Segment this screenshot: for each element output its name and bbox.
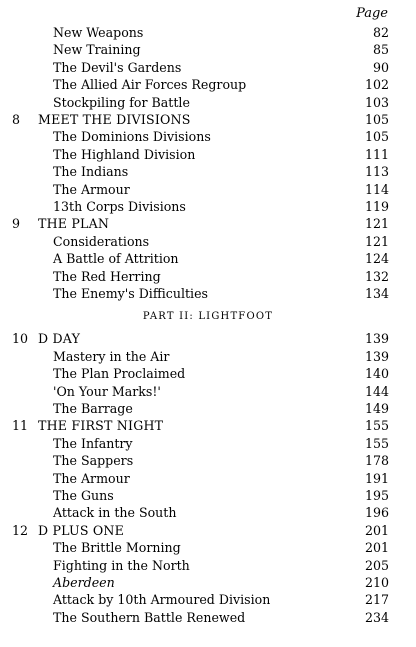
section-title: The Plan Proclaimed <box>53 366 186 382</box>
section-row <box>0 285 416 302</box>
section-row <box>0 76 416 93</box>
section-row <box>0 435 416 452</box>
page-number: 105 <box>364 129 389 145</box>
section-row <box>0 128 416 145</box>
section-title: The Enemy's Difficulties <box>53 286 209 301</box>
page-number: 178 <box>364 453 389 469</box>
page-number: 139 <box>364 331 389 347</box>
section-row <box>0 146 416 163</box>
page-number: 201 <box>364 540 389 556</box>
page-number: 119 <box>364 199 389 214</box>
section-row <box>0 181 416 198</box>
section-title: 13th Corps Divisions <box>53 199 186 214</box>
page-number: 155 <box>364 418 389 434</box>
section-row <box>0 250 416 267</box>
page-number: 113 <box>364 164 389 180</box>
page-number: 210 <box>364 575 389 590</box>
page-number: 111 <box>364 146 389 162</box>
section-title: The Highland Division <box>53 146 196 162</box>
section-row <box>0 94 416 111</box>
section-row <box>0 591 416 608</box>
page-number: 195 <box>364 488 389 503</box>
page-number: 105 <box>364 112 389 127</box>
page-number: 85 <box>372 42 389 58</box>
section-row <box>0 41 416 58</box>
chapter-row <box>0 111 416 128</box>
page-number: 217 <box>364 592 389 608</box>
section-title: The Allied Air Forces Regroup <box>53 77 247 93</box>
section-row <box>0 383 416 400</box>
chapter-title: THE PLAN <box>38 216 110 232</box>
section-row <box>0 609 416 626</box>
page-number: 132 <box>364 268 389 284</box>
section-title: The Red Herring <box>53 268 161 284</box>
page-number: 124 <box>364 251 389 267</box>
page-number: 196 <box>364 505 389 521</box>
section-title: 'On Your Marks!' <box>53 383 161 399</box>
section-title: Considerations <box>53 233 150 249</box>
section-row <box>0 365 416 382</box>
chapter-number: 10 <box>12 331 29 347</box>
page-number: 234 <box>364 609 389 625</box>
section-title: The Southern Battle Renewed <box>53 609 246 625</box>
chapter-row <box>0 330 416 347</box>
section-row <box>0 470 416 487</box>
section-row <box>0 574 416 591</box>
chapter-number: 11 <box>12 418 29 434</box>
chapter-title: D DAY <box>38 331 81 347</box>
chapter-row <box>0 522 416 539</box>
page-number: 140 <box>364 366 389 382</box>
section-row <box>0 487 416 504</box>
page-number: 121 <box>364 216 389 232</box>
section-title: The Sappers <box>53 453 134 469</box>
section-title: The Guns <box>53 488 114 503</box>
page-number: 82 <box>372 25 389 40</box>
section-title: New Weapons <box>53 25 144 40</box>
section-title: The Infantry <box>53 435 133 451</box>
section-row <box>0 163 416 180</box>
chapter-number: 12 <box>12 522 29 538</box>
section-title: The Armour <box>53 470 130 486</box>
section-title: The Dominions Divisions <box>53 129 211 145</box>
page-number: 102 <box>364 77 389 93</box>
section-row <box>0 198 416 215</box>
page-number: 90 <box>372 59 389 75</box>
section-row <box>0 24 416 41</box>
chapter-row <box>0 215 416 232</box>
chapter-number: 9 <box>12 216 21 232</box>
page-number: 103 <box>364 94 389 110</box>
page-number: 114 <box>364 181 389 197</box>
section-title: The Barrage <box>53 401 133 416</box>
section-title: Mastery in the Air <box>53 348 170 364</box>
chapter-number: 8 <box>12 112 21 127</box>
section-title: Stockpiling for Battle <box>53 94 190 110</box>
page-number: 205 <box>364 557 389 573</box>
page-column-label: Page <box>356 6 388 21</box>
part-heading: PART II: LIGHTFOOT <box>142 311 274 323</box>
page-number: 139 <box>364 348 389 364</box>
section-title: The Indians <box>53 164 129 180</box>
section-row <box>0 400 416 417</box>
page-number: 149 <box>364 401 389 416</box>
page-number: 191 <box>364 470 389 486</box>
section-title: New Training <box>53 42 141 58</box>
page-number: 144 <box>364 383 389 399</box>
page-number: 201 <box>364 522 389 538</box>
section-row <box>0 539 416 556</box>
section-title: A Battle of Attrition <box>53 251 179 267</box>
section-row <box>0 452 416 469</box>
section-title: The Armour <box>53 181 130 197</box>
section-row <box>0 233 416 250</box>
chapter-title: MEET THE DIVISIONS <box>38 112 191 127</box>
section-row <box>0 268 416 285</box>
section-title: Attack by 10th Armoured Division <box>53 592 271 608</box>
section-title: Aberdeen <box>53 575 115 590</box>
section-title: The Brittle Morning <box>53 540 181 556</box>
page-number: 134 <box>364 286 389 301</box>
page-number: 121 <box>364 233 389 249</box>
section-title: The Devil's Gardens <box>53 59 182 75</box>
chapter-title: D PLUS ONE <box>38 522 125 538</box>
section-title: Fighting in the North <box>53 557 190 573</box>
section-row <box>0 59 416 76</box>
section-row <box>0 348 416 365</box>
chapter-title: THE FIRST NIGHT <box>38 418 164 434</box>
page-number: 155 <box>364 435 389 451</box>
chapter-row <box>0 417 416 434</box>
section-row <box>0 557 416 574</box>
section-title: Attack in the South <box>53 505 177 521</box>
section-row <box>0 504 416 521</box>
